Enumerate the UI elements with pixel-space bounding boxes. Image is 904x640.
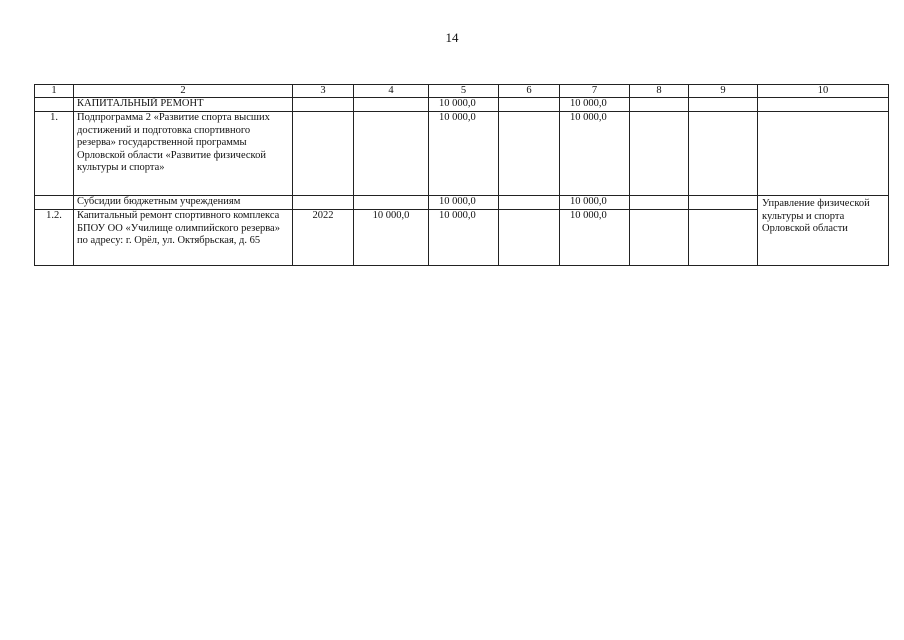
table-cell: [758, 112, 889, 196]
table-cell: 10 000,0: [429, 196, 499, 210]
table-cell: [293, 112, 354, 196]
responsible-executor-cell: Управление физической культуры и спорта Орловской области: [758, 196, 889, 266]
page-number: 14: [445, 30, 459, 45]
table-cell: [499, 196, 560, 210]
column-header: 3: [293, 85, 354, 98]
table-cell: 10 000,0: [429, 98, 499, 112]
table-cell: 10 000,0: [560, 98, 630, 112]
table-cell: [35, 98, 74, 112]
table-cell: [499, 112, 560, 196]
table-row-subprogram: [35, 112, 889, 196]
column-header: 2: [74, 85, 293, 98]
table-cell: [689, 210, 758, 266]
column-header: 6: [499, 85, 560, 98]
column-header: 8: [630, 85, 689, 98]
table-cell: 2022: [293, 210, 354, 266]
table-cell: [354, 98, 429, 112]
column-header: 5: [429, 85, 499, 98]
table-cell: [630, 112, 689, 196]
table-cell: 10 000,0: [429, 210, 499, 266]
column-header: 9: [689, 85, 758, 98]
table-cell: [354, 196, 429, 210]
table-header-row: [35, 85, 889, 98]
table-cell: Капитальный ремонт спортивного комплекса БПОУ ОО «Училище олимпийского резерва» по адресу: г. Орёл, ул. Октябрьская, д. 65: [74, 210, 293, 266]
table-cell: 10 000,0: [429, 112, 499, 196]
table-cell: 10 000,0: [560, 196, 630, 210]
column-header: 1: [35, 85, 74, 98]
table-cell: 1.2.: [35, 210, 74, 266]
table-cell: [630, 98, 689, 112]
column-header: 7: [560, 85, 630, 98]
table-cell: [758, 98, 889, 112]
table-cell: [689, 98, 758, 112]
table-cell: [499, 210, 560, 266]
budget-table: [34, 84, 889, 266]
table-row-capital-repair: [35, 98, 889, 112]
table-cell: [293, 98, 354, 112]
table-cell: [630, 210, 689, 266]
table-cell: [354, 112, 429, 196]
table-cell: [293, 196, 354, 210]
table-cell: 10 000,0: [560, 210, 630, 266]
table-cell: 10 000,0: [354, 210, 429, 266]
table-cell: 1.: [35, 112, 74, 196]
table-cell: [35, 196, 74, 210]
table-cell: [499, 98, 560, 112]
table-cell: КАПИТАЛЬНЫЙ РЕМОНТ: [74, 98, 293, 112]
table-cell: Субсидии бюджетным учреждениям: [74, 196, 293, 210]
table-cell: [689, 196, 758, 210]
column-header: 10: [758, 85, 889, 98]
column-header: 4: [354, 85, 429, 98]
table-cell: 10 000,0: [560, 112, 630, 196]
table-cell: [630, 196, 689, 210]
table-cell: Подпрограмма 2 «Развитие спорта высших достижений и подготовка спортивного резерва» государственной программы Орловской области «Развитие физической культуры и спорта»: [74, 112, 293, 196]
table-cell: [689, 112, 758, 196]
table-row-subsidies: [35, 196, 889, 210]
